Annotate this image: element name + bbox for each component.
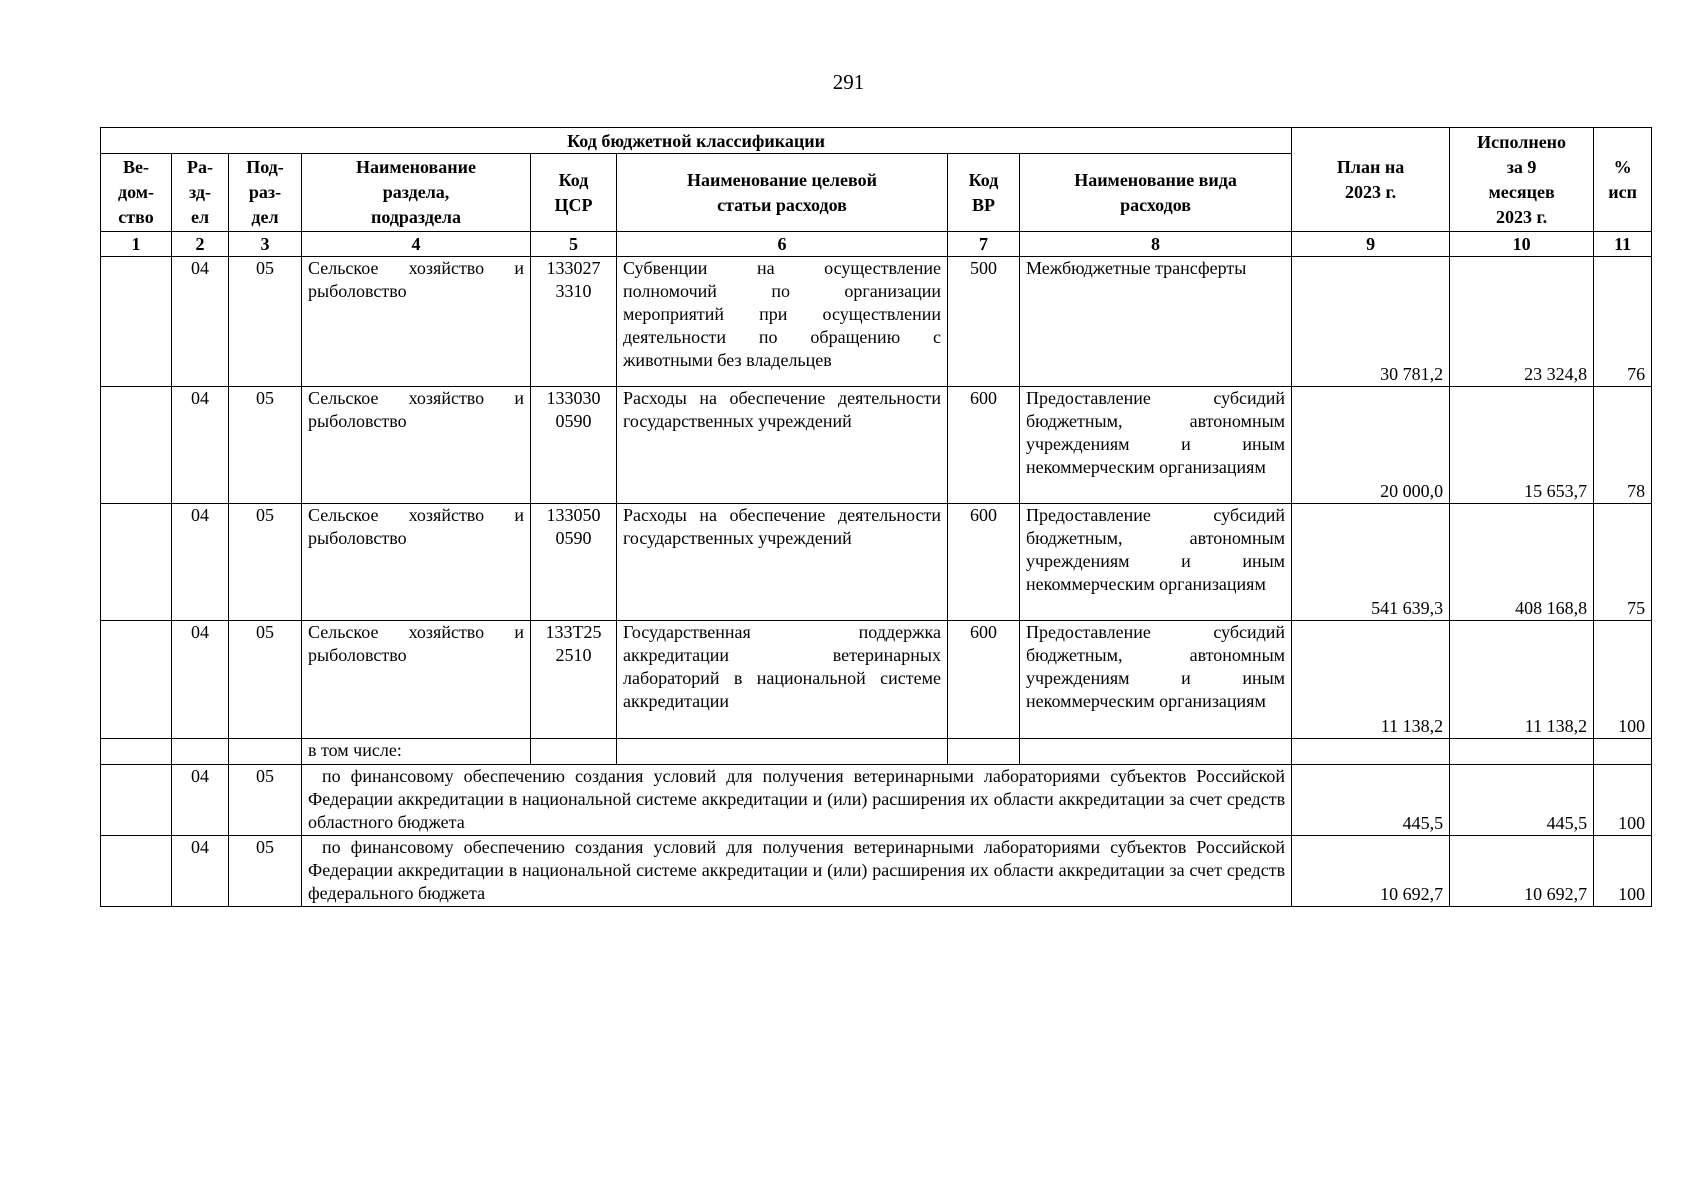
executed-value-cell: 23 324,8 — [1450, 257, 1594, 387]
expense-type-cell: Предоставление субсидий бюджетным, автономным учреждениям и иным некоммерческим организациям — [1020, 621, 1292, 739]
column-number: 6 — [617, 232, 948, 257]
page-number: 291 — [832, 70, 865, 94]
department-cell — [101, 257, 172, 387]
column-number: 2 — [172, 232, 229, 257]
subsection-code-cell: 05 — [229, 387, 302, 504]
header-percent: % исп — [1594, 128, 1652, 232]
executed-value-cell: 408 168,8 — [1450, 504, 1594, 621]
subsection-code-cell: 05 — [229, 765, 302, 836]
section-code-cell: 04 — [172, 257, 229, 387]
sub-row-description: по финансовому обеспечению создания условий для получения ветеринарными лабораториями субъектов Российской Федерации аккредитации в национальной системе аккредитации и (или) расширения их области аккредитации за счет средств областного бюджета — [302, 765, 1292, 836]
csr-code-cell: 133030 0590 — [531, 387, 617, 504]
column-number: 9 — [1292, 232, 1450, 257]
plan-value-cell: 11 138,2 — [1292, 621, 1450, 739]
expense-type-cell: Предоставление субсидий бюджетным, автономным учреждениям и иным некоммерческим организациям — [1020, 504, 1292, 621]
csr-code-cell: 133050 0590 — [531, 504, 617, 621]
executed-value-cell: 11 138,2 — [1450, 621, 1594, 739]
executed-value-cell: 445,5 — [1450, 765, 1594, 836]
empty-cell — [1292, 739, 1450, 765]
target-item-cell: Расходы на обеспечение деятельности государственных учреждений — [617, 504, 948, 621]
percent-value-cell: 100 — [1594, 765, 1652, 836]
vr-code-cell: 600 — [948, 504, 1020, 621]
plan-value-cell: 445,5 — [1292, 765, 1450, 836]
department-cell — [101, 387, 172, 504]
target-item-cell: Государственная поддержка аккредитации ветеринарных лабораторий в национальной системе аккредитации — [617, 621, 948, 739]
empty-cell — [101, 739, 172, 765]
section-code-cell: 04 — [172, 621, 229, 739]
plan-value-cell: 10 692,7 — [1292, 836, 1450, 907]
empty-cell — [1594, 739, 1652, 765]
executed-value-cell: 10 692,7 — [1450, 836, 1594, 907]
header-section-name: Наименование раздела, подраздела — [302, 154, 531, 232]
header-executed: Исполнено за 9 месяцев 2023 г. — [1450, 128, 1594, 232]
header-expense-type-name: Наименование вида расходов — [1020, 154, 1292, 232]
including-label: в том числе: — [302, 739, 531, 765]
empty-cell — [1450, 739, 1594, 765]
empty-cell — [617, 739, 948, 765]
header-vr-code: Код ВР — [948, 154, 1020, 232]
budget-table — [100, 127, 1652, 907]
section-code-cell: 04 — [172, 836, 229, 907]
header-budget-classification-code: Код бюджетной классификации — [101, 128, 1292, 154]
column-number: 11 — [1594, 232, 1652, 257]
target-item-cell: Субвенции на осуществление полномочий по организации мероприятий при осуществлении деятельности по обращению с животными без владельцев — [617, 257, 948, 387]
section-name-cell: Сельское хозяйство и рыболовство — [302, 387, 531, 504]
percent-value-cell: 100 — [1594, 621, 1652, 739]
table-row — [101, 621, 1652, 739]
sub-row — [101, 765, 1652, 836]
column-number: 3 — [229, 232, 302, 257]
csr-code-cell: 133Т25 2510 — [531, 621, 617, 739]
target-item-cell: Расходы на обеспечение деятельности государственных учреждений — [617, 387, 948, 504]
column-number: 5 — [531, 232, 617, 257]
section-code-cell: 04 — [172, 387, 229, 504]
plan-value-cell: 20 000,0 — [1292, 387, 1450, 504]
sub-row — [101, 836, 1652, 907]
sub-row-description: по финансовому обеспечению создания условий для получения ветеринарными лабораториями субъектов Российской Федерации аккредитации в национальной системе аккредитации и (или) расширения их области аккредитации за счет средств федерального бюджета — [302, 836, 1292, 907]
empty-cell — [101, 836, 172, 907]
empty-cell — [172, 739, 229, 765]
section-name-cell: Сельское хозяйство и рыболовство — [302, 257, 531, 387]
table-row — [101, 257, 1652, 387]
column-number: 7 — [948, 232, 1020, 257]
percent-value-cell: 75 — [1594, 504, 1652, 621]
subsection-code-cell: 05 — [229, 257, 302, 387]
table-row — [101, 504, 1652, 621]
column-number: 1 — [101, 232, 172, 257]
empty-cell — [101, 765, 172, 836]
section-code-cell: 04 — [172, 765, 229, 836]
header-department: Ве- дом- ство — [101, 154, 172, 232]
empty-cell — [948, 739, 1020, 765]
header-section: Ра- зд- ел — [172, 154, 229, 232]
expense-type-cell: Предоставление субсидий бюджетным, автономным учреждениям и иным некоммерческим организациям — [1020, 387, 1292, 504]
header-subsection: Под- раз- дел — [229, 154, 302, 232]
subsection-code-cell: 05 — [229, 836, 302, 907]
section-name-cell: Сельское хозяйство и рыболовство — [302, 504, 531, 621]
vr-code-cell: 600 — [948, 387, 1020, 504]
department-cell — [101, 504, 172, 621]
empty-cell — [1020, 739, 1292, 765]
subsection-code-cell: 05 — [229, 621, 302, 739]
section-code-cell: 04 — [172, 504, 229, 621]
plan-value-cell: 541 639,3 — [1292, 504, 1450, 621]
department-cell — [101, 621, 172, 739]
executed-value-cell: 15 653,7 — [1450, 387, 1594, 504]
empty-cell — [229, 739, 302, 765]
vr-code-cell: 600 — [948, 621, 1020, 739]
including-row — [101, 739, 1652, 765]
vr-code-cell: 500 — [948, 257, 1020, 387]
section-name-cell: Сельское хозяйство и рыболовство — [302, 621, 531, 739]
header-csr-code: Код ЦСР — [531, 154, 617, 232]
column-number: 4 — [302, 232, 531, 257]
percent-value-cell: 76 — [1594, 257, 1652, 387]
column-number: 8 — [1020, 232, 1292, 257]
percent-value-cell: 78 — [1594, 387, 1652, 504]
header-target-item-name: Наименование целевой статьи расходов — [617, 154, 948, 232]
expense-type-cell: Межбюджетные трансферты — [1020, 257, 1292, 387]
percent-value-cell: 100 — [1594, 836, 1652, 907]
table-row — [101, 387, 1652, 504]
csr-code-cell: 133027 3310 — [531, 257, 617, 387]
header-plan: План на 2023 г. — [1292, 128, 1450, 232]
plan-value-cell: 30 781,2 — [1292, 257, 1450, 387]
subsection-code-cell: 05 — [229, 504, 302, 621]
empty-cell — [531, 739, 617, 765]
column-number: 10 — [1450, 232, 1594, 257]
